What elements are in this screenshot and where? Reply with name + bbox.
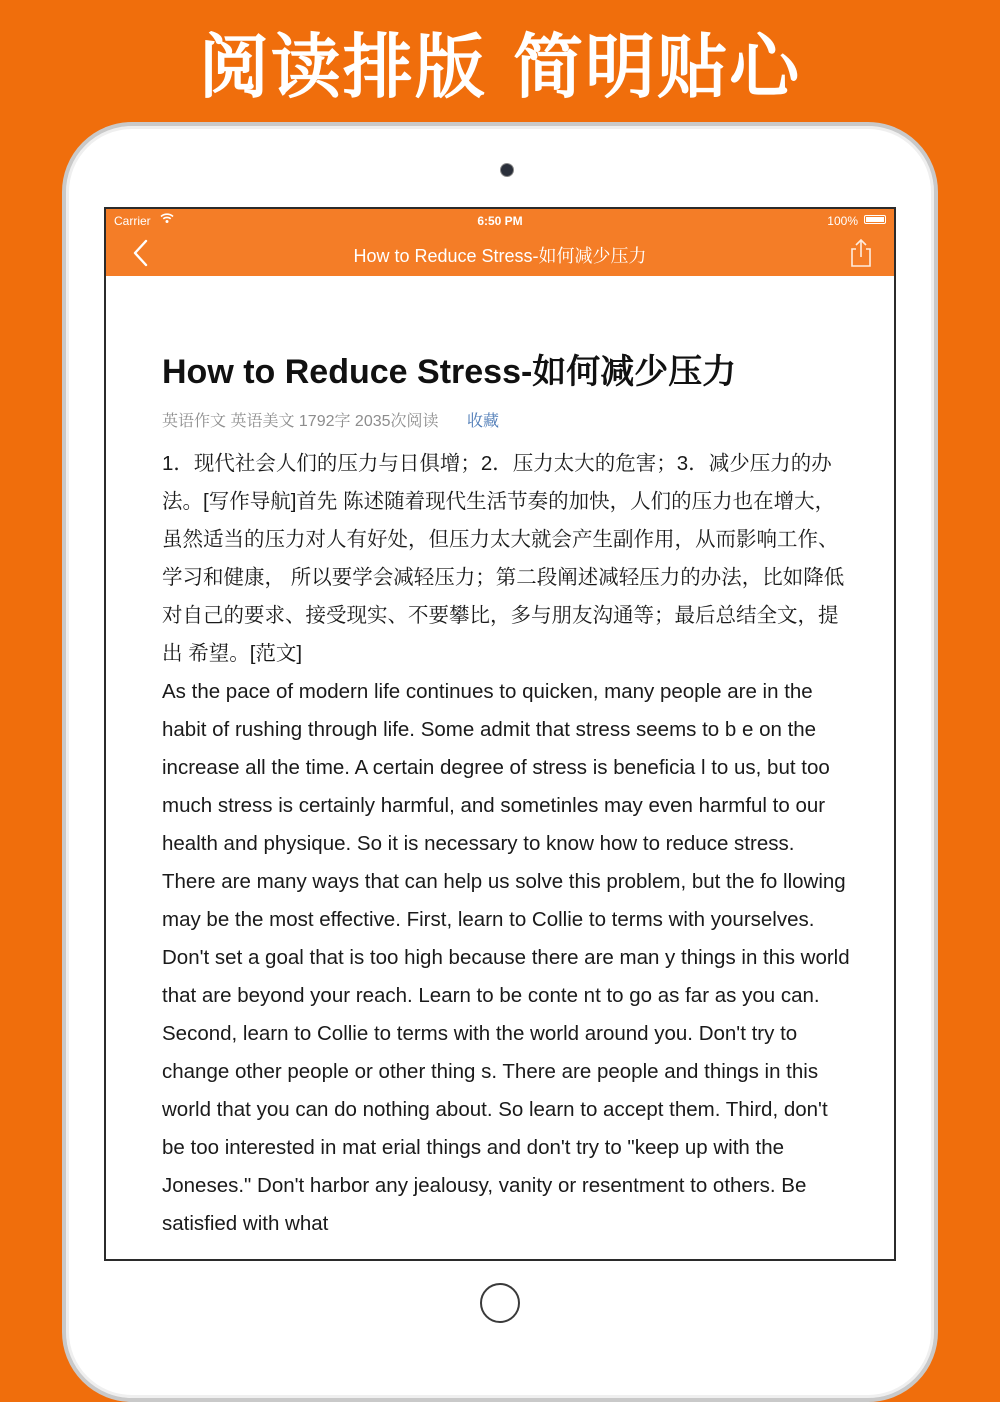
camera-icon [500, 163, 514, 177]
status-bar [106, 209, 894, 231]
article-meta [162, 411, 852, 433]
nav-title: How to Reduce Stress-如何减少压力 [353, 246, 647, 266]
carrier-label: Carrier [114, 214, 151, 228]
chevron-left-icon [126, 237, 156, 269]
battery-percent: 100% [827, 214, 858, 228]
favorite-link[interactable]: 收藏 [466, 413, 499, 430]
app-screen [104, 207, 896, 1261]
article-paragraph: 1．现代社会人们的压力与日俱增；2．压力太大的危害；3．减少压力的办法。[写作导航]首先 陈述随着现代生活节奏的加快，人们的压力也在增大，虽然适当的压力对人有好处，但压力太大就会产生副作用，从而影响工作、学习和健康， 所以要学会减轻压力；第二段阐述减轻压力的办法，比如降低对自己的要求、接受现实、不要攀比，多与朋友沟通等；最后总结全文，提出 希望。[范文] [162, 452, 845, 665]
home-button[interactable] [480, 1283, 520, 1323]
article-content [162, 347, 852, 1243]
article-paragraph: As the pace of modern life continues to quicken, many people are in the habit of rushing through life. Some admit that stress seems to b e on the increase all the time. A certain degree of stress is beneficia l to us, but too much stress is certainly harmful, and sometinles may even harmful to our health and physique. So it is necessary to know how to reduce stress. [162, 680, 830, 855]
promo-banner-title: 阅读排版 简明贴心 [198, 26, 802, 108]
article-paragraph: There are many ways that can help us solve this problem, but the fo llowing may be the most effective. First, learn to Collie to terms with yourselves. Don't set a goal that is too high because there are man y things in this world that are beyond your reach. Learn to be conte nt to go as far as you can. Second, learn to Collie to terms with the world around you. Don't try to change other people or other thing s. There are people and things in this world that you can do nothing about. So learn to accept them. Third, don't be too interested in mat erial things and don't try to "keep up with the Joneses." Don't harbor any jealousy, vanity or resentment to others. Be satisfied with what [162, 870, 850, 1235]
share-button[interactable] [848, 238, 874, 268]
article-meta-text: 英语作文 英语美文 1792字 2035次阅读 [162, 413, 439, 430]
article-body [162, 445, 852, 1243]
article-title: How to Reduce Stress-如何减少压力 [162, 353, 737, 391]
status-time: 6:50 PM [477, 214, 523, 228]
share-icon [848, 238, 874, 268]
battery-icon [864, 215, 886, 224]
navigation-bar [106, 209, 894, 276]
back-button[interactable] [126, 237, 156, 269]
